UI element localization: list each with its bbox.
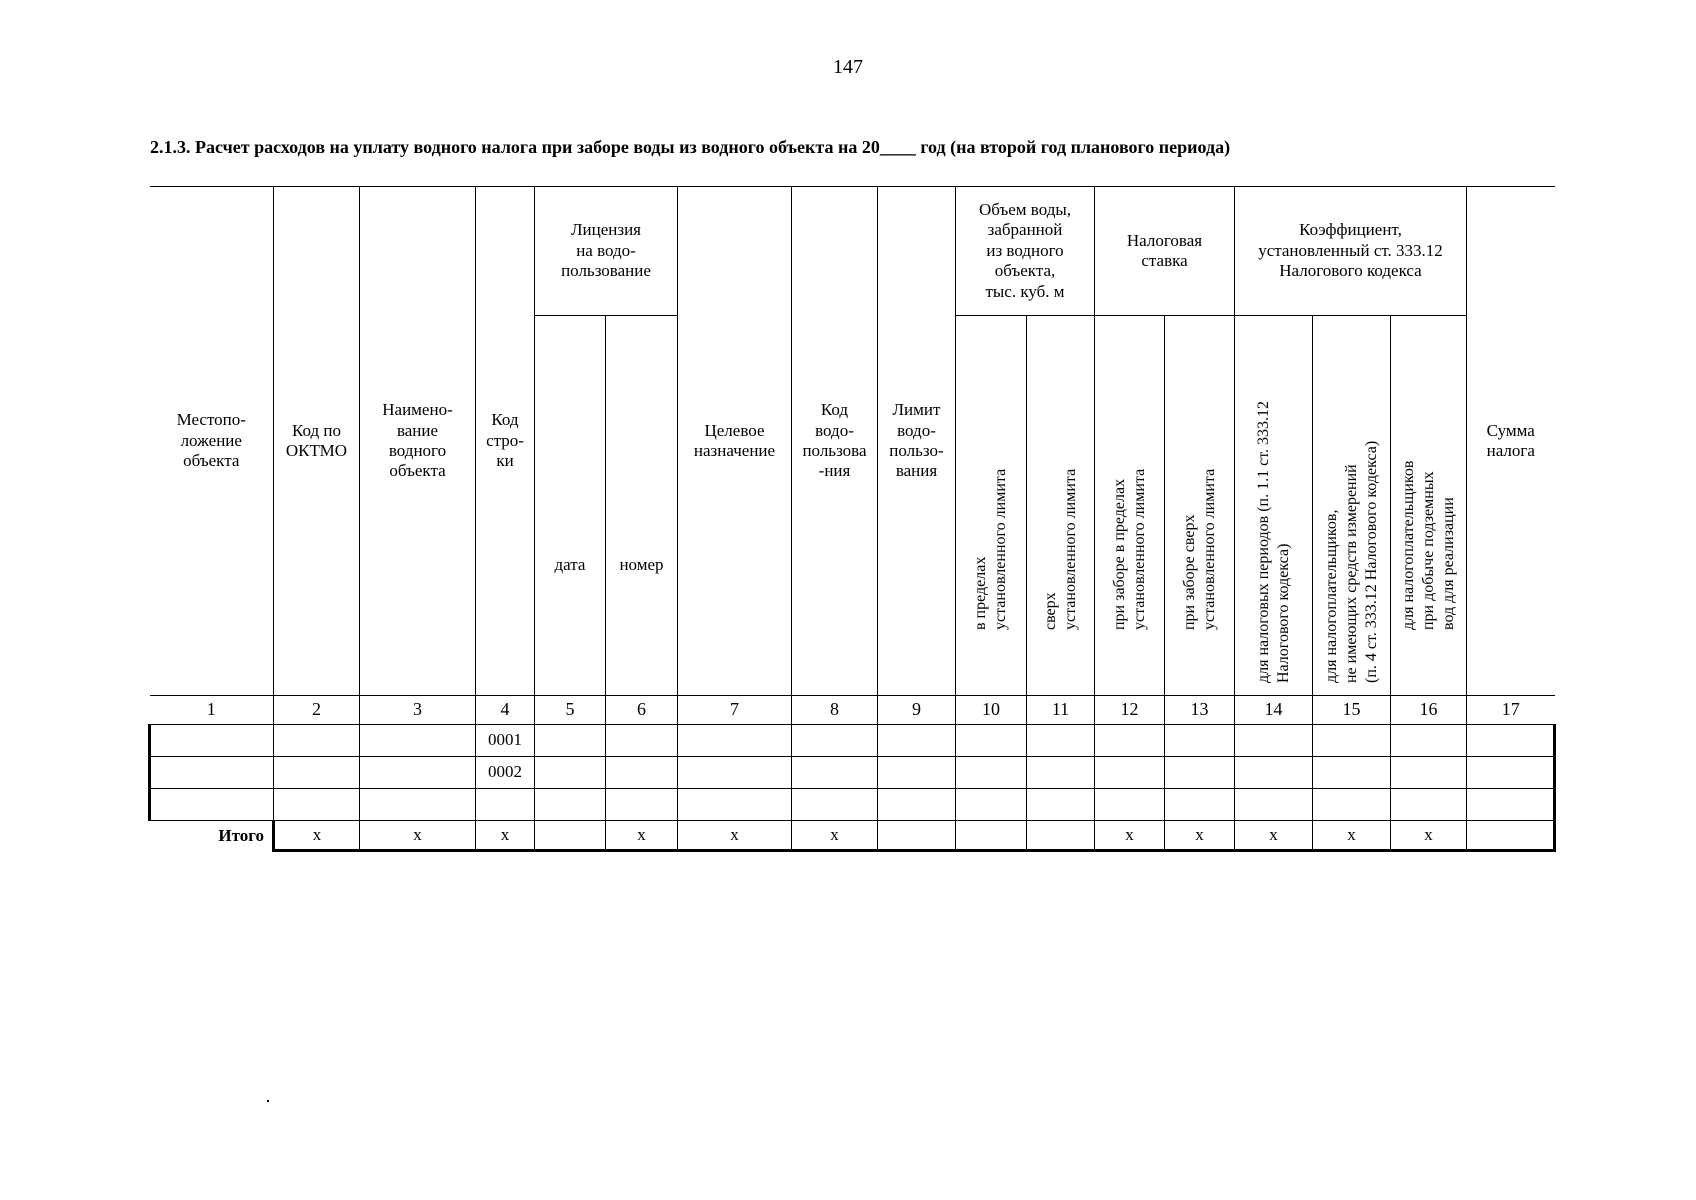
license-date-cell[interactable]: [535, 757, 606, 789]
column-number: 1: [150, 696, 274, 725]
header-license-date: дата: [535, 316, 606, 696]
rate-within-cell[interactable]: [1095, 757, 1165, 789]
header-volume-over-limit: сверх установленного лимита: [1027, 316, 1095, 696]
license-number-cell[interactable]: [606, 757, 678, 789]
header-water-use-code: Код водо- пользова -ния: [792, 187, 878, 696]
header-rate-within-limit: при заборе в пределах установленного лимита: [1095, 316, 1165, 696]
header-rate-group: Налоговая ставка: [1095, 187, 1235, 316]
oktmo-cell[interactable]: [274, 789, 360, 821]
header-tax-amount: Сумма налога: [1467, 187, 1555, 696]
line-code-cell: 0002: [476, 757, 535, 789]
volume-within-cell[interactable]: [956, 725, 1027, 757]
water-body-cell[interactable]: [360, 757, 476, 789]
document-title: 2.1.3. Расчет расходов на уплату водного налога при заборе воды из водного объекта на 20____ год (на второй год планового периода): [150, 137, 1231, 157]
column-number: 6: [606, 696, 678, 725]
total-cell: x: [1165, 821, 1235, 851]
total-cell: x: [792, 821, 878, 851]
total-cell: x: [606, 821, 678, 851]
rate-over-cell[interactable]: [1165, 725, 1235, 757]
total-cell: x: [476, 821, 535, 851]
column-numbers-row: [150, 696, 1555, 725]
header-water-body-name: Наимено- вание водного объекта: [360, 187, 476, 696]
total-cell[interactable]: [1027, 821, 1095, 851]
total-cell[interactable]: [1467, 821, 1555, 851]
coef-groundwater-cell[interactable]: [1391, 725, 1467, 757]
coef-no-meters-cell[interactable]: [1313, 789, 1391, 821]
limit-cell[interactable]: [878, 725, 956, 757]
tax-amount-cell[interactable]: [1467, 757, 1555, 789]
water-body-cell[interactable]: [360, 789, 476, 821]
tax-amount-cell[interactable]: [1467, 789, 1555, 821]
coef-periods-cell[interactable]: [1235, 789, 1313, 821]
total-cell: x: [678, 821, 792, 851]
oktmo-cell[interactable]: [274, 725, 360, 757]
table-row: [150, 789, 1555, 821]
column-number: 14: [1235, 696, 1313, 725]
total-cell: x: [1235, 821, 1313, 851]
column-number: 9: [878, 696, 956, 725]
scan-dot: [267, 1100, 269, 1102]
rate-within-cell[interactable]: [1095, 789, 1165, 821]
header-water-use-limit: Лимит водо- пользо- вания: [878, 187, 956, 696]
line-code-cell: 0001: [476, 725, 535, 757]
volume-over-cell[interactable]: [1027, 789, 1095, 821]
purpose-cell[interactable]: [678, 757, 792, 789]
license-number-cell[interactable]: [606, 789, 678, 821]
limit-cell[interactable]: [878, 789, 956, 821]
water-use-code-cell[interactable]: [792, 725, 878, 757]
limit-cell[interactable]: [878, 757, 956, 789]
header-line-code: Код стро- ки: [476, 187, 535, 696]
column-number: 10: [956, 696, 1027, 725]
total-cell: x: [1313, 821, 1391, 851]
total-cell[interactable]: [878, 821, 956, 851]
header-license-number: номер: [606, 316, 678, 696]
header-coefficient-group: Коэффициент, установленный ст. 333.12 Налогового кодекса: [1235, 187, 1467, 316]
total-label: Итого: [218, 825, 264, 845]
tax-amount-cell[interactable]: [1467, 725, 1555, 757]
column-number: 11: [1027, 696, 1095, 725]
header-coef-groundwater: для налогоплательщиков при добыче подземных вод для реализации: [1391, 316, 1467, 696]
total-cell[interactable]: [535, 821, 606, 851]
column-number: 2: [274, 696, 360, 725]
rate-within-cell[interactable]: [1095, 725, 1165, 757]
license-date-cell[interactable]: [535, 789, 606, 821]
rate-over-cell[interactable]: [1165, 789, 1235, 821]
header-row-top: [150, 187, 1555, 316]
tax-calculation-table: [148, 186, 1556, 852]
location-cell[interactable]: [150, 757, 274, 789]
total-cell: x: [1095, 821, 1165, 851]
total-cell: x: [1391, 821, 1467, 851]
header-purpose: Целевое назначение: [678, 187, 792, 696]
coef-periods-cell[interactable]: [1235, 725, 1313, 757]
purpose-cell[interactable]: [678, 789, 792, 821]
column-number: 7: [678, 696, 792, 725]
purpose-cell[interactable]: [678, 725, 792, 757]
total-cell[interactable]: [956, 821, 1027, 851]
water-use-code-cell[interactable]: [792, 757, 878, 789]
volume-over-cell[interactable]: [1027, 757, 1095, 789]
table-row: [150, 757, 1555, 789]
volume-within-cell[interactable]: [956, 757, 1027, 789]
water-use-code-cell[interactable]: [792, 789, 878, 821]
column-number: 4: [476, 696, 535, 725]
license-number-cell[interactable]: [606, 725, 678, 757]
header-coef-no-meters: для налогоплательщиков, не имеющих средств измерений (п. 4 ст. 333.12 Налогового кодекса): [1313, 316, 1391, 696]
license-date-cell[interactable]: [535, 725, 606, 757]
header-volume-group: Объем воды, забранной из водного объекта, тыс. куб. м: [956, 187, 1095, 316]
total-cell: x: [360, 821, 476, 851]
coef-groundwater-cell[interactable]: [1391, 789, 1467, 821]
oktmo-cell[interactable]: [274, 757, 360, 789]
volume-over-cell[interactable]: [1027, 725, 1095, 757]
line-code-cell: [476, 789, 535, 821]
column-number: 16: [1391, 696, 1467, 725]
coef-no-meters-cell[interactable]: [1313, 757, 1391, 789]
column-number: 12: [1095, 696, 1165, 725]
volume-within-cell[interactable]: [956, 789, 1027, 821]
column-number: 13: [1165, 696, 1235, 725]
header-rate-over-limit: при заборе сверх установленного лимита: [1165, 316, 1235, 696]
location-cell[interactable]: [150, 789, 274, 821]
column-number: 15: [1313, 696, 1391, 725]
location-cell[interactable]: [150, 725, 274, 757]
header-license-group: Лицензия на водо- пользование: [535, 187, 678, 316]
column-number: 5: [535, 696, 606, 725]
header-coef-tax-periods: для налоговых периодов (п. 1.1 ст. 333.12 Налогового кодекса): [1235, 316, 1313, 696]
tax-calculation-table-wrapper: [148, 186, 1556, 852]
water-body-cell[interactable]: [360, 725, 476, 757]
column-number: 3: [360, 696, 476, 725]
coef-periods-cell[interactable]: [1235, 757, 1313, 789]
header-location: Местопо- ложение объекта: [150, 187, 274, 696]
total-cell: x: [274, 821, 360, 851]
column-number: 8: [792, 696, 878, 725]
table-row: [150, 725, 1555, 757]
total-row: [150, 821, 1555, 851]
header-oktmo: Код по ОКТМО: [274, 187, 360, 696]
page-number: 147: [833, 56, 863, 78]
coef-groundwater-cell[interactable]: [1391, 757, 1467, 789]
rate-over-cell[interactable]: [1165, 757, 1235, 789]
column-number: 17: [1467, 696, 1555, 725]
header-volume-within-limit: в пределах установленного лимита: [956, 316, 1027, 696]
coef-no-meters-cell[interactable]: [1313, 725, 1391, 757]
